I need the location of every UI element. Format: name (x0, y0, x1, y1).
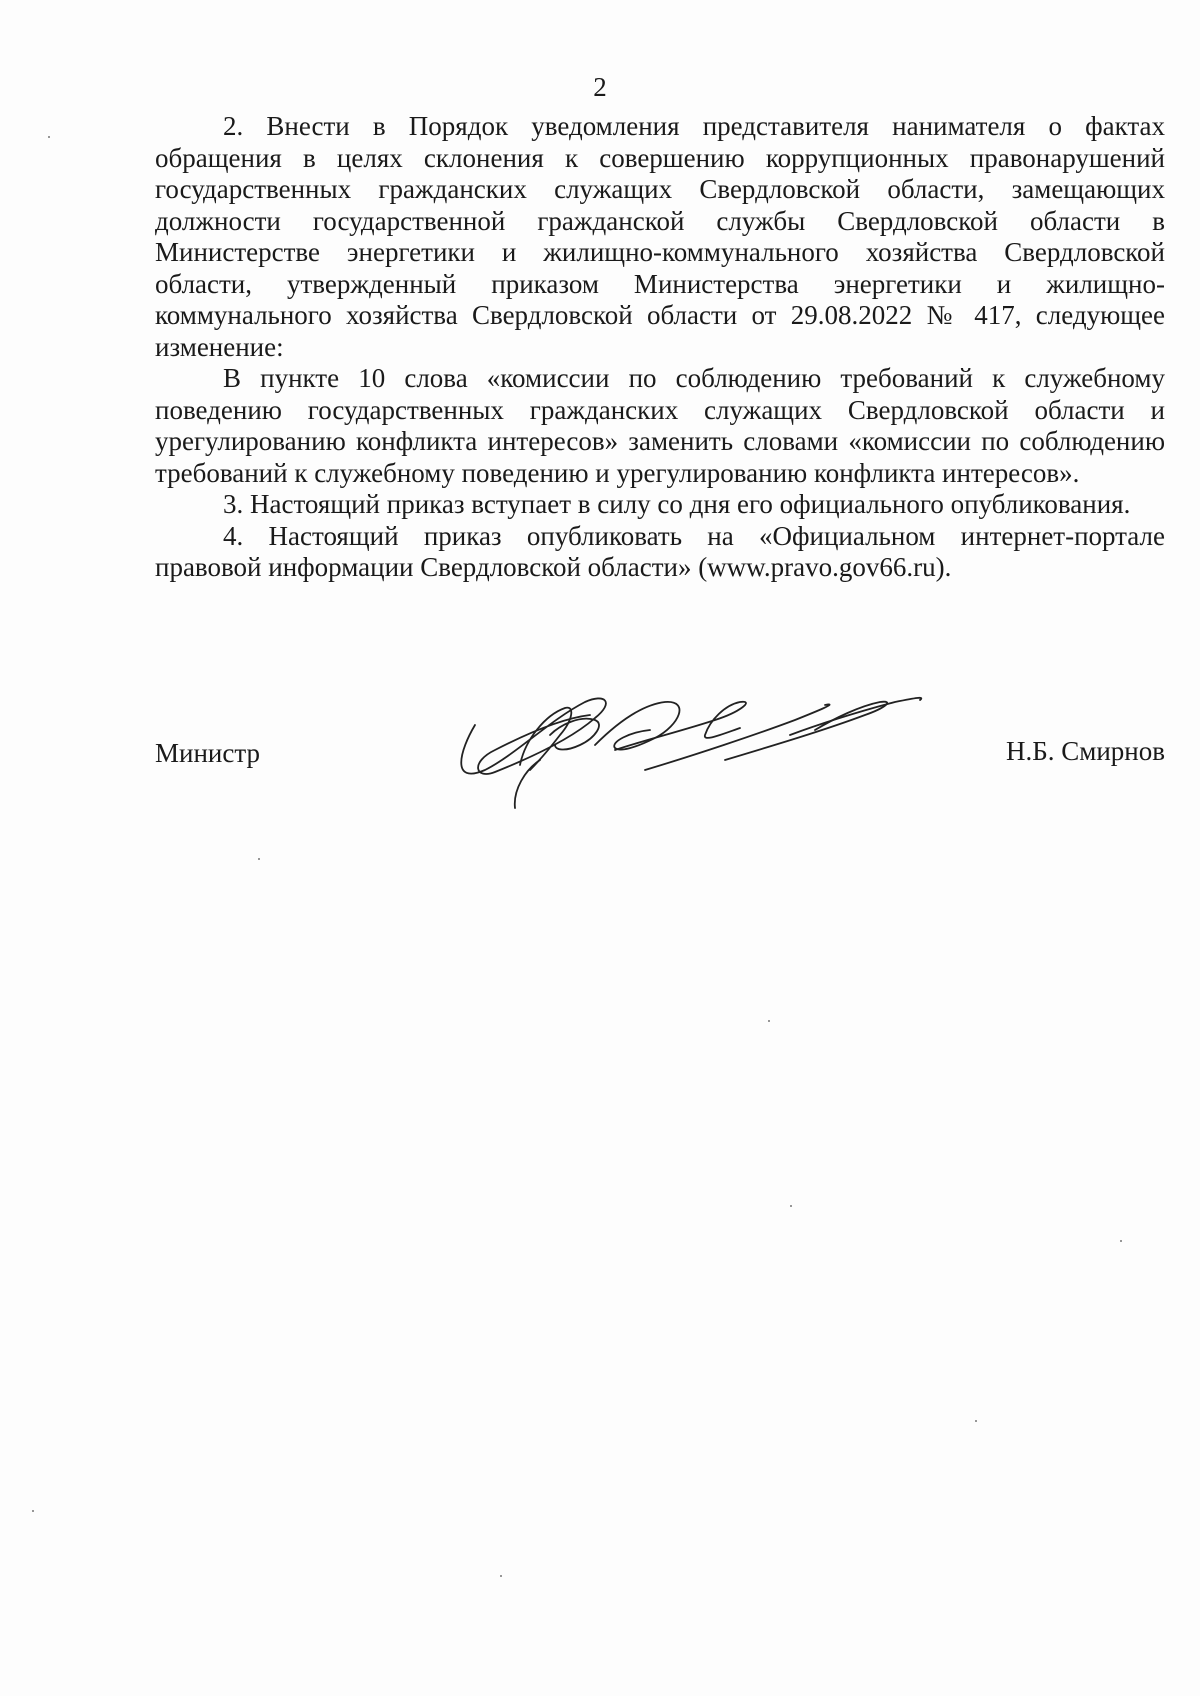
scan-speck (768, 1020, 770, 1022)
document-body (155, 111, 1165, 584)
paragraph-item-4: 4. Настоящий приказ опубликовать на «Официальном интернет-портале правовой информации Свердловской области» (www.pravo.gov66.ru). (155, 520, 1165, 582)
page-number: 2 (593, 72, 607, 102)
paragraph-item-3: 3. Настоящий приказ вступает в силу со дня его официального опубликования. (223, 489, 1131, 519)
paragraph-item-2: 2. Внести в Порядок уведомления представителя нанимателя о фактах обращения в целях склонения к совершению коррупционных правонарушений государственных гражданских служащих Свердловской области, замещающих должности государственной гражданской службы Свердловской области в Министерстве энергетики и жилищно-коммунального хозяйства Свердловской области, утвержденный приказом Министерства энергетики и жилищно-коммунального хозяйства Свердловской области от 29.08.2022 № 417, следующее изменение: (155, 111, 1165, 362)
signature-block (155, 700, 1165, 768)
scan-speck (1120, 1240, 1122, 1242)
scan-speck (32, 1510, 34, 1512)
paragraph-amendment-text: В пункте 10 слова «комиссии по соблюдению требований к служебному поведению государственных гражданских служащих Свердловской области и урегулированию конфликта интересов» заменить словами «комиссии по соблюдению требований к служебному поведению и урегулированию конфликта интересов». (155, 363, 1165, 488)
signatory-position: Министр (155, 738, 260, 768)
scan-speck (975, 1420, 977, 1422)
scan-speck (500, 1575, 502, 1577)
signatory-name: Н.Б. Смирнов (1006, 736, 1165, 766)
scan-speck (258, 858, 260, 860)
scan-speck (790, 1205, 792, 1207)
scan-speck (48, 136, 50, 138)
